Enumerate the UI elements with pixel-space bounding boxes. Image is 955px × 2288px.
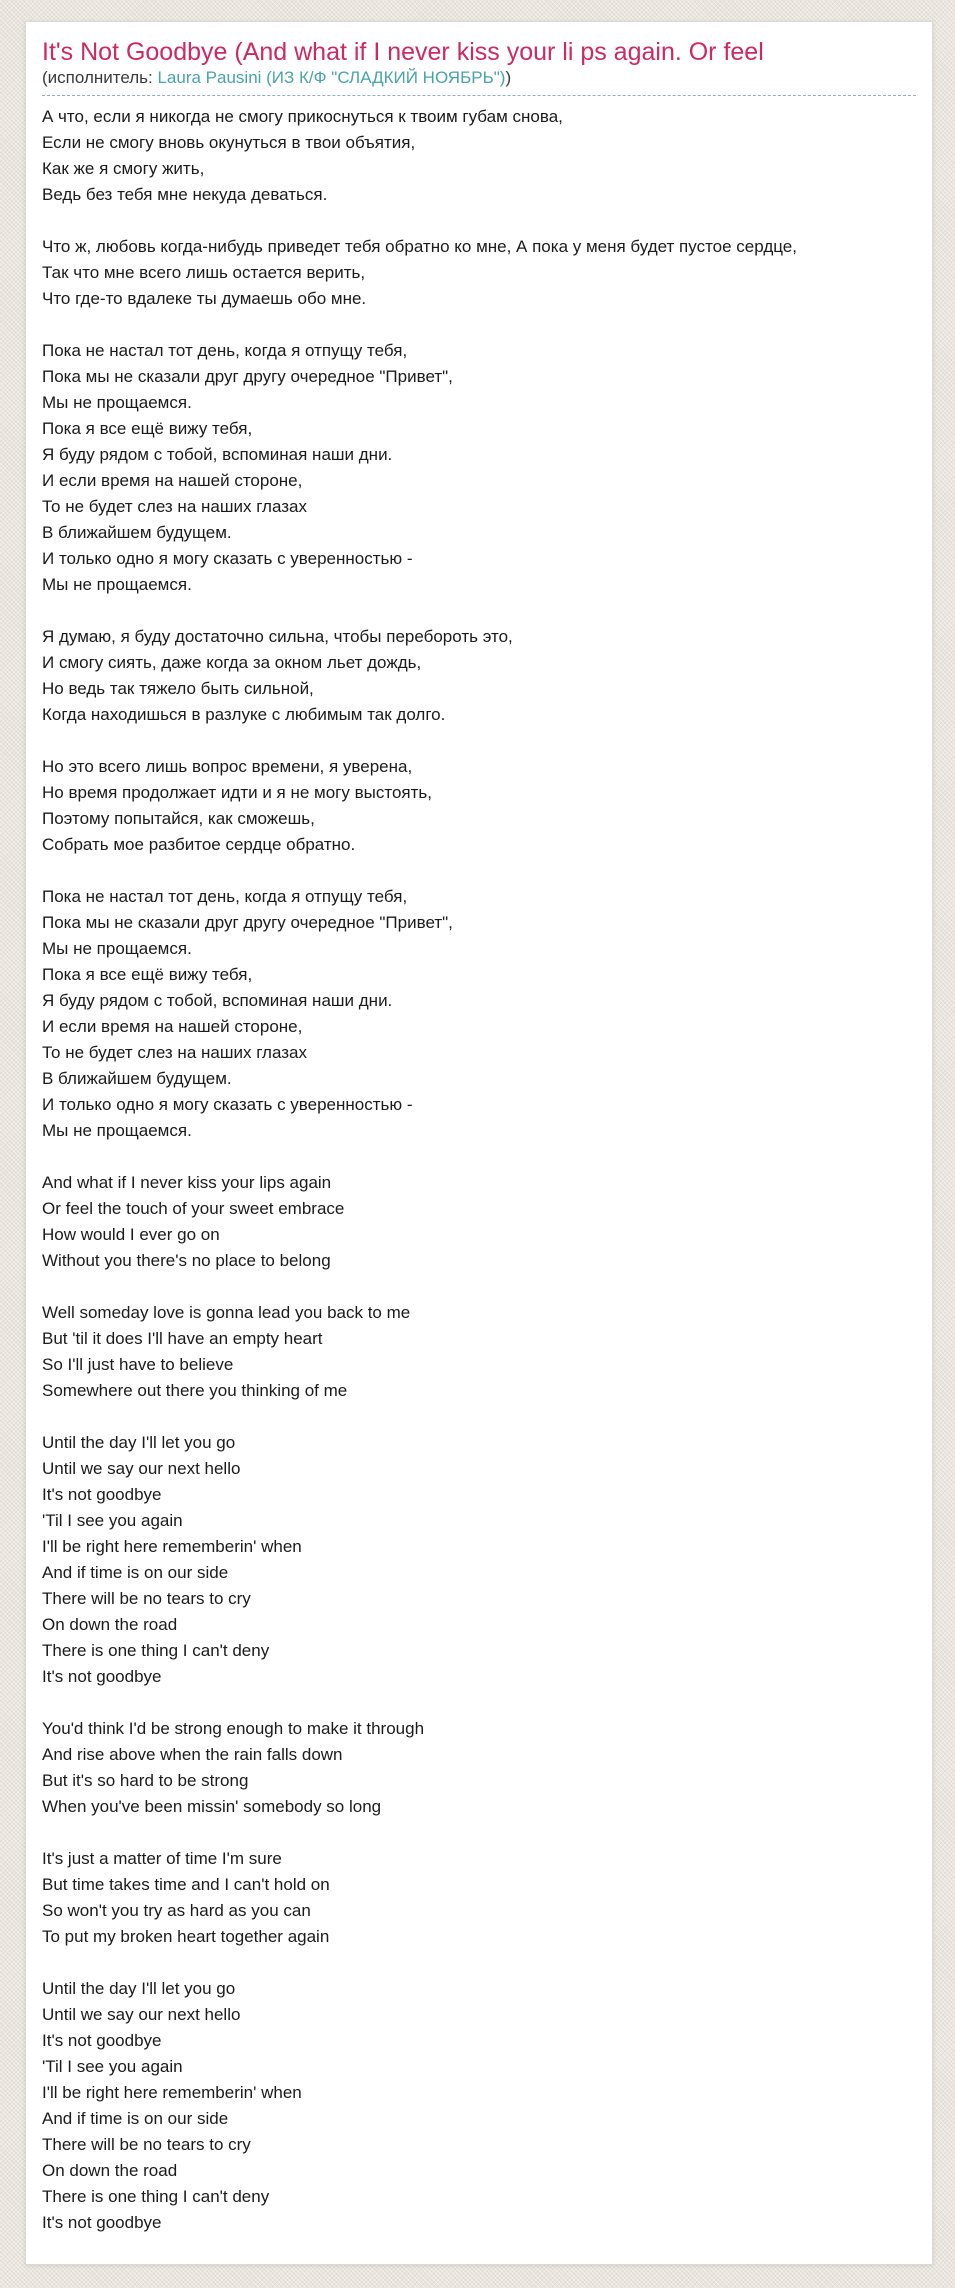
lyric-line: Пока мы не сказали друг другу очередное "Привет", [42,913,453,932]
stanza [42,1846,916,1950]
lyric-line: But time takes time and I can't hold on [42,1875,330,1894]
lyric-line: Until we say our next hello [42,2005,241,2024]
stanza [42,338,916,598]
lyric-line: It's not goodbye [42,1485,162,1504]
lyric-line: Если не смогу вновь окунуться в твои объятия, [42,133,416,152]
stanza [42,1430,916,1690]
lyric-line: Мы не прощаемся. [42,393,192,412]
stanza [42,884,916,1144]
lyrics [42,104,916,2236]
lyric-line: To put my broken heart together again [42,1927,330,1946]
lyric-line: И только одно я могу сказать с уверенностью - [42,1095,413,1114]
stanza [42,234,916,312]
lyric-line: When you've been missin' somebody so long [42,1797,382,1816]
lyric-line: То не будет слез на наших глазах [42,497,307,516]
lyric-line: But it's so hard to be strong [42,1771,249,1790]
artist-suffix: ) [505,68,512,87]
artist-prefix: (исполнитель: [42,68,158,87]
lyric-line: You'd think I'd be strong enough to make it through [42,1719,425,1738]
lyric-line: Я буду рядом с тобой, вспоминая наши дни. [42,445,393,464]
lyric-line: On down the road [42,1615,178,1634]
artist-line [42,68,916,96]
lyric-line: Как же я смогу жить, [42,159,205,178]
lyric-line: А что, если я никогда не смогу прикоснуться к твоим губам снова, [42,107,563,126]
lyric-line: 'Til I see you again [42,2057,183,2076]
lyric-line: Но ведь так тяжело быть сильной, [42,679,314,698]
lyric-line: Пока я все ещё вижу тебя, [42,965,253,984]
lyric-line: On down the road [42,2161,178,2180]
lyric-line: Пока не настал тот день, когда я отпущу тебя, [42,341,408,360]
lyric-line: Поэтому попытайся, как сможешь, [42,809,315,828]
lyric-line: Until we say our next hello [42,1459,241,1478]
lyric-line: There is one thing I can't deny [42,1641,270,1660]
lyric-line: So I'll just have to believe [42,1355,234,1374]
lyric-line: It's just a matter of time I'm sure [42,1849,282,1868]
stanza [42,754,916,858]
stanza [42,1300,916,1404]
lyrics-card [25,21,933,2265]
lyric-line: В ближайшем будущем. [42,1069,232,1088]
lyric-line: There will be no tears to cry [42,2135,251,2154]
lyric-line: And what if I never kiss your lips again [42,1173,332,1192]
stanza [42,1716,916,1820]
lyric-line: There is one thing I can't deny [42,2187,270,2206]
song-title: It's Not Goodbye (And what if I never kiss your li ps again. Or feel [42,39,764,65]
lyric-line: Что где-то вдалеке ты думаешь обо мне. [42,289,367,308]
lyric-line: It's not goodbye [42,2213,162,2232]
stanza [42,624,916,728]
lyric-line: И только одно я могу сказать с уверенностью - [42,549,413,568]
lyric-line: То не будет слез на наших глазах [42,1043,307,1062]
lyric-line: It's not goodbye [42,2031,162,2050]
lyric-line: Когда находишься в разлуке с любимым так долго. [42,705,446,724]
lyric-line: И если время на нашей стороне, [42,1017,303,1036]
lyric-line: But 'til it does I'll have an empty heart [42,1329,323,1348]
stanza [42,1170,916,1274]
lyric-line: Пока мы не сказали друг другу очередное "Привет", [42,367,453,386]
lyric-line: And if time is on our side [42,2109,229,2128]
lyric-line: Мы не прощаемся. [42,1121,192,1140]
lyric-line: Until the day I'll let you go [42,1979,236,1998]
artist-link[interactable]: Laura Pausini (ИЗ К/Ф "СЛАДКИЙ НОЯБРЬ") [157,68,506,87]
lyric-line: Но это всего лишь вопрос времени, я уверена, [42,757,413,776]
lyric-line: Or feel the touch of your sweet embrace [42,1199,345,1218]
lyric-line: Ведь без тебя мне некуда деваться. [42,185,328,204]
lyric-line: Пока не настал тот день, когда я отпущу тебя, [42,887,408,906]
lyric-line: Но время продолжает идти и я не могу выстоять, [42,783,432,802]
lyric-line: It's not goodbye [42,1667,162,1686]
lyric-line: И если время на нашей стороне, [42,471,303,490]
lyric-line: Пока я все ещё вижу тебя, [42,419,253,438]
lyric-line: Что ж, любовь когда-нибудь приведет тебя обратно ко мне, А пока у меня будет пустое сердце, [42,237,797,256]
stanza [42,1976,916,2236]
lyric-line: Мы не прощаемся. [42,575,192,594]
lyric-line: Somewhere out there you thinking of me [42,1381,348,1400]
lyric-line: I'll be right here rememberin' when [42,2083,302,2102]
lyric-line: Я буду рядом с тобой, вспоминая наши дни. [42,991,393,1010]
lyric-line: I'll be right here rememberin' when [42,1537,302,1556]
lyric-line: And if time is on our side [42,1563,229,1582]
lyric-line: How would I ever go on [42,1225,220,1244]
lyric-line: So won't you try as hard as you can [42,1901,311,1920]
lyric-line: И смогу сиять, даже когда за окном льет дождь, [42,653,422,672]
lyric-line: Я думаю, я буду достаточно сильна, чтобы перебороть это, [42,627,513,646]
lyric-line: And rise above when the rain falls down [42,1745,343,1764]
lyric-line: 'Til I see you again [42,1511,183,1530]
lyric-line: Мы не прощаемся. [42,939,192,958]
lyric-line: В ближайшем будущем. [42,523,232,542]
lyric-line: Until the day I'll let you go [42,1433,236,1452]
stanza [42,104,916,208]
lyric-line: Well someday love is gonna lead you back to me [42,1303,411,1322]
lyric-line: Так что мне всего лишь остается верить, [42,263,366,282]
lyric-line: There will be no tears to cry [42,1589,251,1608]
lyric-line: Without you there's no place to belong [42,1251,331,1270]
lyric-line: Собрать мое разбитое сердце обратно. [42,835,356,854]
